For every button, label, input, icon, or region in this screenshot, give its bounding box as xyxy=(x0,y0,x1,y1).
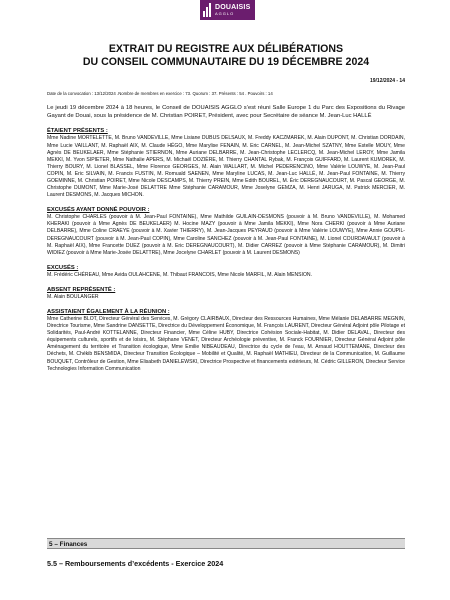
excuses-list: M. Frédéric CHÉREAU, Mme Avida OULAHCENE, M. Thibaut FRANCOIS, Mme Nicole MARFIL, M. Alain MENSION. xyxy=(47,271,313,278)
logo-sub: AGGLO xyxy=(215,11,235,16)
document-body xyxy=(47,43,405,373)
excuses-pouvoir-heading: EXCUSÉS AYANT DONNÉ POUVOIR : xyxy=(47,207,150,214)
document-title xyxy=(47,43,405,68)
assistaient-list: Mme Catherine BLOT, Directeur Général des Services, M. Grégory CLAIRBAUX, Directeur des Ressources Humaines, Mme Mélanie DELABARRE MEGNIN, Directrice Tourisme, Mme Sandrine DANSETTE, Directrice du Développement Économique, M. François LAURENT, Directeur Général Adjoint pôle Pilotage et Solidarités, Paul-André KOTTELANNE, Directeur Financier, Mme Céline HUBY, Directrice Cohésion Sociale-Habitat, M. Didier DELAVAL, Directeur des équipements culturels, sportifs et de loisirs, M. Stéphane VENET, Directeur Archéologie préventive, M. Franck FOURNIER, Directeur Général Adjoint pôle Aménagement du territoire et Transition écologique, Mme Emilie NIBEAUDEAU, Directrice du cycle de l’eau, M. Arnaud HOUTTEMANE, Directeur des Déchets, M. Chékib BENSMIDA, Directeur Transition Écologique – Mobilité et Qualité, M. Raphaël MATHIEU, Directeur de la Communication, M. Guillaume BOUQUET, Contrôleur de Gestion, Mme Elisabeth DANIELEWSKI, Directrice Prospective et financements extérieurs, M. Cédric GILLERON, Directeur Service Technologies Information Communication xyxy=(47,316,405,372)
douaisis-agglo-logo xyxy=(200,0,255,20)
absent-list: M. Alain BOULANGER xyxy=(47,293,99,300)
assistaient-heading: ASSISTAIENT ÉGALEMENT À LA RÉUNION : xyxy=(47,309,170,315)
deliberation-reference: 19/12/2024 - 14 xyxy=(369,78,405,84)
excuses-heading: EXCUSÉS : xyxy=(47,264,79,271)
excuses-pouvoir-list: M. Christophe CHARLES (pouvoir à M. Jean-Paul FONTAINE), Mme Mathilde GUILAIN-DESMONS (pouvoir à M. Bruno VANDEVILLE), M. Mohamed KHERAKI (pouvoir à Mme Agnès DE BEUKELAER) M. Hocine MAZY (pouvoir à Mme Jamila MEKKI), Mme Nora CHERKI (pouvoir à Mme Auriane DELBARRE), Mme Coline CRAEYE (pouvoir à M. Xavier THIERRY), M. Jean-Jacques PEYRAUD (pouvoir à Mme Valérie LOUWYE), Mme Annie GOUPIL-DEREGNAUCOURT (pouvoir à M. Jean-Paul COPIN), Mme Caroline SANCHEZ (pouvoir à M. Jean-Paul FONTAINE), M. Lionel COURDAVAULT (pouvoir à M. Raphaël AIX), Mme Francette DUEZ (pouvoir à M. Eric DEREGNAUCOURT), M. Didier CARREZ (pouvoir à Mme Stéphanie CARAMOUR), M. Dimitri WIDIEZ (pouvoir à Mme Marie-Josée DELATTRE), Mme Jocelyne CHARLET (pouvoir à M. Laurent DESMONS) xyxy=(47,214,405,256)
convocation-meta: Date de la convocation : 13/12/2024 .Nombre de membres en exercice : 73. Quorum : 37. Présents : 54 . Pouvoirs : 14 xyxy=(47,91,273,96)
logo-mark-icon xyxy=(203,3,212,17)
presents-heading: ÉTAIENT PRÉSENTS : xyxy=(47,128,108,135)
section-band: 5 – Finances xyxy=(47,538,405,549)
presents-list: Mme Nadine MORTELETTE, M. Bruno VANDEVILLE, Mme Lisiane DUBUS DELSAUX, M. Freddy KACZMAREK, M. Alain DUPONT, M. Christian DORDAIN, Mme Lucie VAILLANT, M. Raphaël AIX, M. Claude HÉGO, Mme Marylise FENAIN, M. Eric CARNEL, M. Jean-Michel SZATNY, Mme Estelle MOUY, Mme Agnès DE BEUKELAER, Mme Stéphanie STIERNON, Mme Auriane DELBARRE, M. Jean-Christophe LECLERCQ, M. Jean-Michel LEROY, Mme Jamila MEKKI, M. Yvon SIPIETER, Mme Nathalie APERS, M. Michaël DOZIÈRE, M. Thierry CHANTAL Rybak, M. François GUIFFARD, M. Laurent KUMOREK, M. Thierry BOURY, M. Lionel BLASSEL, Mme Florence GEORGES, M. Alain WALLART, M. Michel PEDERENCINO, Mme Valérie LOUWYE, M. Jean-Paul COPIN, M. Eric SILVAIN, M. Francis FUSTIN, M. Romuald SAENEN, Mme Maryline LUCAS, M. Jean-Luc HALLÉ, M. Jean-Paul FONTAINE, M. Thierry GOEMINNE, M. Christian POIRET, Mme Nicole DESCAMPS, M. Thierry PREIN, Mme Edith BOUREL, M. Éric DEREGNAUCOURT, M. Pascal GEORGE, M. Christophe DUMONT, Mme Marie-José DELATTRE Mme Stéphanie CARAMOUR, Mme Joselyne GEMZA, M. Henri JARUGA, M. Patrick MERCIER, M. Laurent DESMONS, M. Jacques MICHON. xyxy=(47,135,405,199)
title-line-1: EXTRAIT DU REGISTRE AUX DÉLIBÉRATIONS xyxy=(108,43,344,55)
logo-text xyxy=(215,4,250,16)
title-line-2: DU CONSEIL COMMUNAUTAIRE DU 19 DÉCEMBRE 2024 xyxy=(82,55,370,68)
subsection-title: 5.5 – Remboursements d’excédents - Exercice 2024 xyxy=(47,559,224,568)
absent-heading: ABSENT REPRÉSENTÉ : xyxy=(47,286,116,293)
intro-paragraph: Le jeudi 19 décembre 2024 à 18 heures, le Conseil de DOUAISIS AGGLO s’est réuni Salle Europe 1 du Parc des Expositions du Rivage Gayant de Douai, sous la présidence de M. Christian POIRET, Président, avec pour Secrétaire de séance M. Jean-Luc HALLÉ xyxy=(47,105,405,120)
logo-name: DOUAISIS xyxy=(215,4,251,11)
